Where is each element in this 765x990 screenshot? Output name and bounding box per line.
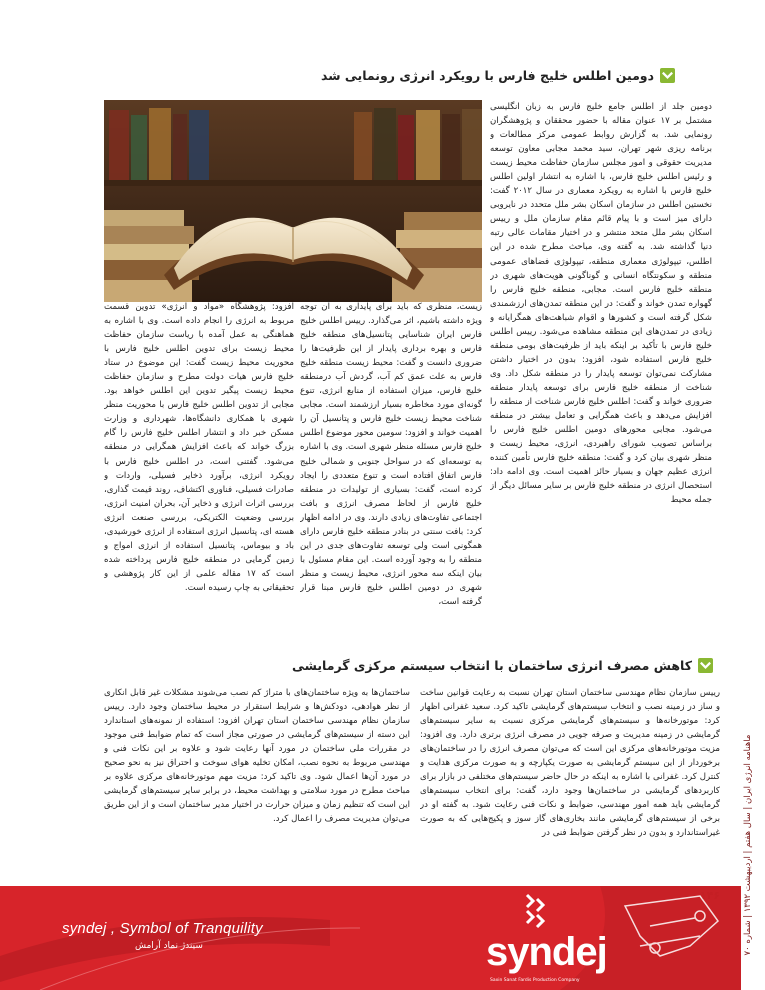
syndej-ad-banner	[0, 886, 741, 990]
ad-slogan-persian: سیندژ نماد آرامش	[135, 941, 203, 951]
article1-heading	[321, 68, 675, 83]
article1-title: دومین اطلس خلیج فارس با رویکرد انرژی رونمایی شد	[321, 68, 654, 83]
page-number: ۱۴۶	[699, 889, 721, 902]
article1-column-right: دومین جلد از اطلس جامع خلیج فارس به زبان انگلیسی مشتمل بر ۱۷ عنوان مقاله با حضور محققان و پژوهشگران رونمایی شد. به گزارش روابط عمومی مرکز مطالعات و برنامه ریزی شهر تهران، سید محمد مجابی معاون توسعه مدیریت حقوقی و امور مجلس سازمان حفاظت محیط زیست و رئیس اطلس خلیج فارس، با اشاره به انتشار اولین اطلس خلیج فارس با اشاره به رویکرد معماری در سال ۲۰۱۲ گفت: نخستین اطلس در سازمان اسکان بشر ملل متحدد در نایروبی دارای میز است و با پیام قائم مقام سازمان ملل و رییس اسکان بشر ملل متحد منتشر و در اختیار مقامات عالی رتبه دنیا گذاشته شد. به گفته وی، مباحث مطرح شده در این اطلس، تیپولوژی معماری منطقه، تیپولوژی فضاهای عمومی منطقه و سکونتگاه انسانی و گوناگونی هویت‌های شهری در منطقه خلیج فارس است. مجابی، منطقه خلیج فارس را گهواره تمدن خواند و گفت: در این منطقه تمدن‌های ارزشمندی شکل گرفته است و کشورها و اقوام شباهت‌های همگرایانه و زیادی در تمدن‌های این منطقه مشاهده می‌شود. رییس اطلس خلیج فارس با تأکید بر اینکه باید از ظرفیت‌های بومی منطقه خلیج فارس استفاده شود، افزود: بدون در اختیار داشتن مشارکت نمی‌توان توسعه پایدار را در منطقه شکل داد. وی شناخت از منطقه خلیج فارس برای توسعه پایدار منطقه ضروری خواند و گفت: اطلس خلیج فارس شناخت از منطقه را افزایش می‌دهد و باعث همگرایی و تعامل بیشتر در منطقه می‌شود. مجابی محورهای دومین اطلس خلیج فارس را براساس تصویب شورای راهبردی، انرژی، محیط زیست و منظر شهری بیان کرد و گفت: منطقه خلیج فارس تأمین کننده انرژی عظیم جهان و بسیار حائز اهمیت است. وی ادامه داد: استحصال انرژی در منطقه خلیج فارس بر سایر مسائل دیگر از جمله محیط	[490, 102, 712, 506]
article2-heading	[292, 658, 713, 673]
article2-column-right: رییس سازمان نظام مهندسی ساختمان استان تهران نسبت به رعایت قوانین ساخت و ساز در زمینه نصب و انتخاب سیستم‌های گرمایشی تاکید کرد. سعید غفرانی اظهار کرد: موتورخانه‌ها و سیستم‌های گرمایشی مرکزی نسبت به سایر سیستم‌های گرمایشی در زمینه مدیریت و صرفه جویی در مصرف انرژی برتری دارد. وی افزود: مزیت موتورخانه‌های مرکزی این است که می‌توان مصرف انرژی را در ساختمان‌های برخوردار از این سیستم گرمایشی به صورت یکپارچه و به صورت مرکزی هدایت و کنترل کرد. غفرانی با اشاره به اینکه در حال حاضر سیستم‌های مختلفی در بازار برای کاربردهای گرمایشی در ساختمان‌ها وجود دارد، گفت: برای انتخاب سیستم‌های گرمایشی باید همه امور مهندسی، ضوابط و نکات فنی رعایت شود. به گفته او در برخی از سیستم‌های گرمایشی مانند بخاری‌های گاز سوز و پکیج‌هایی که به صورت غیراستاندارد و بدون در نظر گرفتن ضوابط فنی در	[420, 688, 720, 839]
ad-slogan-english: syndej , Symbol of Tranquility	[62, 920, 263, 937]
chevron-down-icon	[698, 658, 713, 673]
article2-column-left: ساختمان‌ها به ویژه ساختمان‌های با متراژ کم نصب می‌شوند مشکلات غیر قابل انکاری از نظر هوادهی، دودکش‌ها و شرایط استقرار در محیط ساختمان وجود دارد. رییس سازمان نظام مهندسی ساختمان استان تهران افزود: استفاده از نمونه‌های استاندارد این دسته از سیستم‌های گرمایشی در صورتی مجاز است که تمام ضوابط فنی موجود در مقررات ملی ساختمان در مورد آنها رعایت شود و علاوه بر این نکات فنی و مهندسی مربوط به نحوه نصب، امکان تخلیه هوای سوخت و احتراق نیز به نحو صحیح در مورد آن‌ها اعمال شود. وی تاکید کرد: مزیت مهم موتورخانه‌های مرکزی علاوه بر مباحث مطرح در مورد سلامتی و بهداشت محیط، در برابر سایر سیستم‌های گرمایشی این است که تنظیم زمان و میزان حرارت در اختیار مدیر ساختمان است و از این طریق می‌توان مدیریت مصرف را اعمال کرد.	[104, 688, 410, 825]
syndej-logo: syndej	[486, 930, 607, 974]
article1-column-middle: زیست، منظری که باید برای پایداری به آن توجه ویژه داشته باشیم، اثر می‌گذارد. رییس اطلس خلیج فارس ایران شناسایی پتانسیل‌های منطقه خلیج فارس و بهره برداری پایدار از این ظرفیت‌ها را ضروری دانست و گفت: محیط زیست منطقه خلیج فارس به علت عمق کم آب، گردش آب درمنطقه خلیج فارس، میزان استفاده از منابع انرژی، تنوع گونه‌ای مورد مخاطره بسیار ارزشمند است. مجابی شناخت محیط زیست خلیج فارس و پتانسیل آن را اهمیت خواند و افزود: سومین محور موضوع اطلس خلیج فارس مسئله منظر شهری است. وی با اشاره به توسعه‌ای که در سواحل جنوبی و شمالی خلیج فارس اتفاق افتاده است و تنوع متعددی را ایجاد کرده است، گفت: بسیاری از تولیدات در منطقه خلیج فارس از لحاظ مصرف انرژی و بافت اجتماعی تفاوت‌های زیادی دارند. وی در ادامه اظهار کرد: بافت سنتی در بنادر منطقه خلیج فارس دارای همگونی است ولی توسعه تفاوت‌های جدی در این منطقه را به وجود آورده است. این مقام مسئول با بیان اینکه سه محور انرژی، محیط زیست و منظر شهری در دومین اطلس خلیج فارس مبنا قرار گرفته است،	[300, 302, 482, 607]
syndej-logo-mark	[523, 893, 551, 929]
issue-info-text: ماهنامه انرژی ایران | سال هفتم | اردیبهشت ۱۳۹۲ | شماره ۷۰	[743, 734, 753, 956]
syndej-tagline: Saxin Sanat Fardis Production Company	[490, 978, 580, 983]
open-book-photo	[104, 100, 482, 302]
issue-info-sidebar	[740, 705, 756, 985]
chevron-down-icon	[660, 68, 675, 83]
article2-title: کاهش مصرف انرژی ساختمان با انتخاب سیستم مرکزی گرمایشی	[291, 658, 692, 673]
article1-column-left: افزود: پژوهشگاه «مواد و انرژی» تدوین قسمت مربوط به انرژی را انجام داده است. وی با اشاره به هماهنگی به عمل آمده با ریاست سازمان حفاظت محیط زیست برای تدوین اطلس خلیج فارس با محوریت محیط زیست گفت: این موضوع در ستاد خلیج فارس هیات دولت مطرح و سازمان حفاظت محیط زیست پیگیر تدوین این اطلس خواهد بود. مجابی از تدوین اطلس خلیج فارس با محوریت منظر شهری با همکاری دانشگاه‌ها، شهرداری و وزارت مسکن خبر داد و انتشار اطلس خلیج فارس را گام بزرگ خواند که باعث افزایش همگرایی در منطقه می‌شود. گفتنی است، در اطلس خلیج فارس با رویکرد انرژی، برآورد ذخایر فسیلی، واردات و صادرات فسیلی، فناوری اکتشاف، روند قیمت گذاری، بررسی اثرات انرژی و ذخایر آن، بحران امنیت انرژی، بررسی وضعیت الکتریکی، بررسی صنعت انرژی هسته ای، پتانسیل انرژی استفاده از انرژی خورشیدی، باد و بیوماس، پتانسیل استفاده از انرژی امواج و زمین گرمایی در منطقه خلیج فارس پرداخته شده است که ۱۷ مقاله علمی از این کار پژوهشی و تحقیقاتی به چاپ رسیده است.	[104, 302, 294, 593]
